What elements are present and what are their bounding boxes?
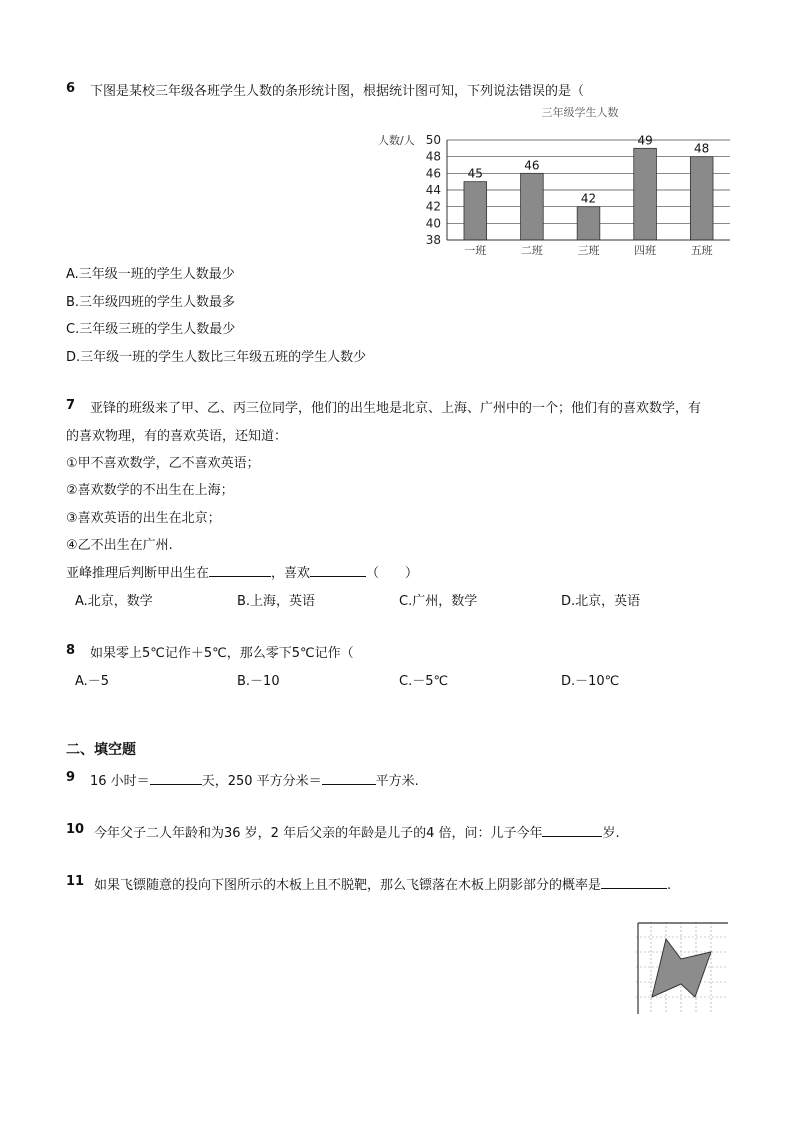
question-8-option-c[interactable]: C.－5℃ bbox=[399, 674, 449, 689]
question-8-option-b[interactable]: B.－10 bbox=[237, 674, 280, 689]
answer-blank-square-meters[interactable] bbox=[322, 772, 376, 785]
data-label-2: 42 bbox=[580, 191, 597, 206]
answer-blank-son-age[interactable] bbox=[542, 824, 602, 837]
question-11-number: 11 bbox=[66, 874, 85, 889]
question-10-text bbox=[94, 822, 620, 841]
question-10-number: 10 bbox=[66, 822, 85, 837]
question-6-option-d[interactable]: D.三年级一班的学生人数比三年级五班的学生人数少 bbox=[66, 350, 367, 365]
y-tick-label-1: 40 bbox=[425, 216, 441, 231]
question-7-ask-part-b: ，喜欢 bbox=[271, 566, 311, 581]
answer-blank-probability[interactable] bbox=[601, 876, 667, 889]
question-11-part-2: . bbox=[667, 878, 672, 893]
question-7-ask-part-c: （ ） bbox=[366, 566, 419, 581]
question-11-part-1: 如果飞镖随意的投向下图所示的木板上且不脱靶，那么飞镖落在木板上阴影部分的概率是 bbox=[94, 878, 602, 893]
question-7-option-a[interactable]: A.北京，数学 bbox=[75, 594, 153, 609]
data-label-4: 48 bbox=[694, 141, 710, 156]
y-tick-label-0: 38 bbox=[425, 233, 441, 247]
y-tick-label-4: 46 bbox=[425, 166, 441, 181]
question-7-clue-1: ①甲不喜欢数学，乙不喜欢英语； bbox=[66, 456, 260, 471]
data-label-1: 46 bbox=[524, 158, 540, 173]
dartboard-figure bbox=[636, 922, 728, 1014]
question-9-text bbox=[90, 770, 419, 789]
data-label-0: 45 bbox=[467, 166, 483, 181]
question-9-part-3: 平方米. bbox=[375, 774, 419, 789]
chart-data-labels bbox=[468, 133, 710, 205]
question-6-stem: 下图是某校三年级各班学生人数的条形统计图，根据统计图可知，下列说法错误的是（ bbox=[90, 84, 585, 99]
question-7-ask-part-a: 亚峰推理后判断甲出生在 bbox=[66, 566, 210, 581]
bar-1 bbox=[521, 173, 544, 240]
y-tick-label-5: 48 bbox=[425, 149, 441, 164]
bar-0 bbox=[464, 182, 487, 240]
shaded-region bbox=[652, 939, 711, 997]
question-7-ask bbox=[66, 562, 418, 581]
chart-title: 三年级学生人数 bbox=[541, 106, 619, 119]
answer-blank-subject[interactable] bbox=[310, 564, 366, 577]
question-10-part-2: 岁. bbox=[602, 826, 620, 841]
x-tick-label-2: 三班 bbox=[577, 244, 600, 257]
y-tick-label-3: 44 bbox=[425, 183, 441, 197]
chart-y-tick-labels bbox=[426, 133, 441, 247]
question-7-clue-2: ②喜欢数学的不出生在上海； bbox=[66, 483, 234, 498]
question-6-option-a[interactable]: A.三年级一班的学生人数最少 bbox=[66, 267, 235, 282]
question-9-part-1: 16 小时＝ bbox=[90, 774, 150, 789]
question-6-number: 6 bbox=[66, 81, 76, 96]
question-7-clue-3: ③喜欢英语的出生在北京； bbox=[66, 511, 221, 526]
question-7-option-d[interactable]: D.北京，英语 bbox=[561, 594, 641, 609]
answer-blank-days[interactable] bbox=[150, 772, 202, 785]
x-tick-label-1: 二班 bbox=[520, 244, 543, 257]
data-label-3: 49 bbox=[637, 133, 653, 148]
question-8-option-a[interactable]: A.－5 bbox=[75, 674, 110, 689]
bar-2 bbox=[577, 207, 600, 240]
question-11-text bbox=[94, 874, 671, 893]
x-tick-label-3: 四班 bbox=[634, 244, 657, 257]
section-2-title: 二、填空题 bbox=[66, 742, 136, 758]
question-7-option-b[interactable]: B.上海，英语 bbox=[237, 594, 316, 609]
question-7-number: 7 bbox=[66, 398, 76, 413]
question-9-number: 9 bbox=[66, 770, 76, 785]
bar-3 bbox=[634, 148, 657, 240]
x-tick-label-4: 五班 bbox=[690, 244, 713, 257]
question-7-option-c[interactable]: C.广州，数学 bbox=[399, 594, 478, 609]
chart-ylabel: 人数/人 bbox=[378, 134, 415, 147]
bar-4 bbox=[690, 157, 713, 240]
question-10-part-1: 今年父子二人年龄和为36 岁，2 年后父亲的年龄是儿子的4 倍，问：儿子今年 bbox=[94, 826, 543, 841]
x-tick-label-0: 一班 bbox=[464, 244, 487, 257]
y-tick-label-6: 50 bbox=[425, 133, 441, 147]
question-8-stem: 如果零上5℃记作＋5℃，那么零下5℃记作（ bbox=[90, 646, 354, 661]
question-6-option-b[interactable]: B.三年级四班的学生人数最多 bbox=[66, 295, 236, 310]
question-6-option-c[interactable]: C.三年级三班的学生人数最少 bbox=[66, 322, 236, 337]
question-7-clue-4: ④乙不出生在广州. bbox=[66, 538, 173, 553]
bar-chart bbox=[370, 100, 735, 260]
y-tick-label-2: 42 bbox=[425, 199, 441, 214]
question-7-line-1: 亚锋的班级来了甲、乙、丙三位同学，他们的出生地是北京、上海、广州中的一个；他们有的喜欢数学，有 bbox=[90, 401, 702, 416]
answer-blank-birthplace[interactable] bbox=[209, 564, 271, 577]
question-7-line-2: 的喜欢物理，有的喜欢英语，还知道： bbox=[66, 429, 288, 444]
question-8-number: 8 bbox=[66, 643, 76, 658]
question-9-part-2: 天，250 平方分米＝ bbox=[201, 774, 322, 789]
question-8-option-d[interactable]: D.－10℃ bbox=[561, 674, 620, 689]
chart-x-tick-labels bbox=[464, 243, 712, 257]
